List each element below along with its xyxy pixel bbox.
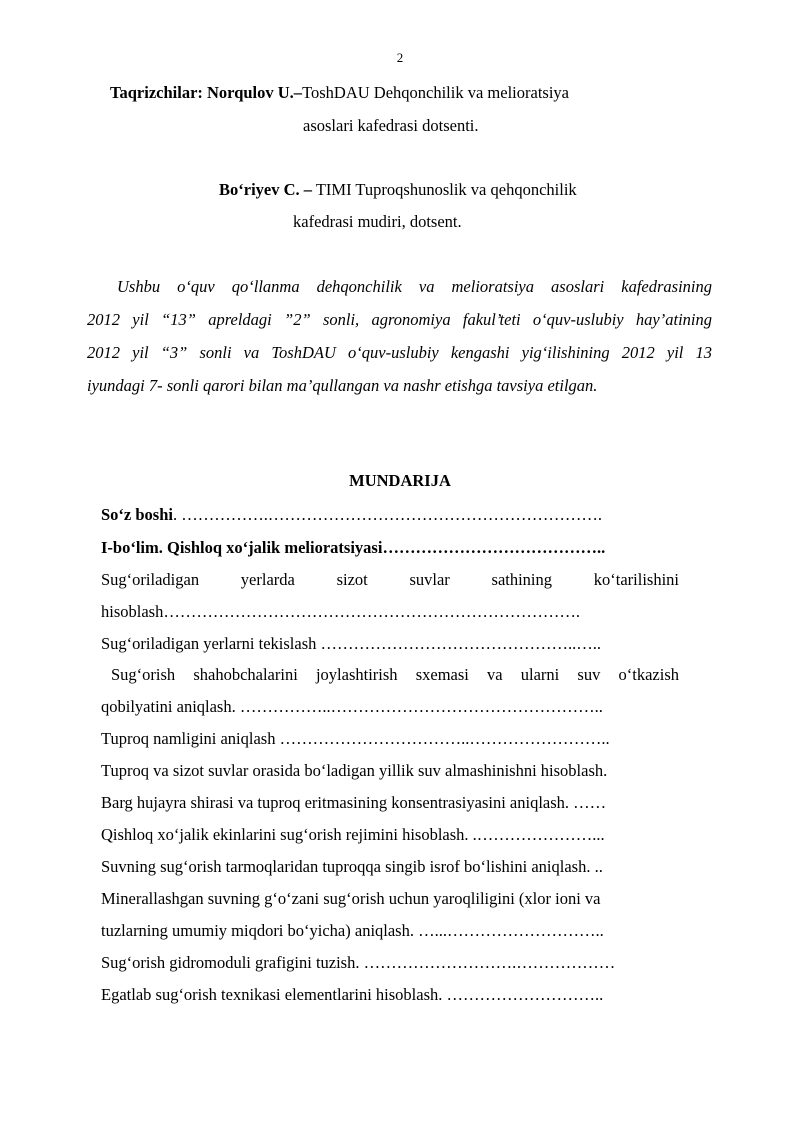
page-number: 2 (396, 50, 404, 65)
reviewer-1-name: Taqrizchilar: Norqulov U.– (110, 83, 303, 102)
toc-foreword[interactable] (101, 505, 602, 525)
toc-item-7[interactable]: Qishloq xo‘jalik ekinlarini sug‘orish rejimini hisoblash. .…………………... (101, 825, 605, 844)
toc-item-3-line-2[interactable]: qobilyatini aniqlash. ……………..………………………………………….. (101, 697, 603, 716)
toc-item-11[interactable]: Egatlab sug‘orish texnikasi elementlarini hisoblash. ……………………….. (101, 985, 604, 1004)
toc-item-9-line-1[interactable]: Minerallashgan suvning g‘o‘zani sug‘orish uchun yaroqliligini (xlor ioni va (101, 889, 601, 908)
toc-foreword-title: So‘z boshi (101, 505, 173, 524)
approval-line-3: 2012 yil “3” sonli va ToshDAU o‘quv-uslubiy kengashi yig‘ilishining 2012 yil 13 (87, 343, 712, 362)
approval-line-4: iyundagi 7- sonli qarori bilan ma’qullangan va nashr etishga tavsiya etilgan. (87, 376, 598, 395)
reviewer-1-position: asoslari kafedrasi dotsenti. (303, 116, 479, 135)
reviewer-2 (219, 180, 577, 200)
toc-part-1-title: I-bo‘lim. Qishloq xo‘jalik melioratsiyasi (101, 538, 383, 557)
reviewer-1-affiliation: ToshDAU Dehqonchilik va melioratsiya (302, 83, 569, 102)
reviewer-2-affiliation: TIMI Tuproqshunoslik va qehqonchilik (312, 180, 577, 199)
reviewer-2-name: Bo‘riyev C. – (219, 180, 313, 199)
toc-item-4[interactable]: Tuproq namligini aniqlash ……………………………..…………………….. (101, 729, 610, 748)
toc-item-9-line-2[interactable]: tuzlarning umumiy miqdori bo‘yicha) aniqlash. …...……………………….. (101, 921, 604, 940)
toc-item-5[interactable]: Tuproq va sizot suvlar orasida bo‘ladigan yillik suv almashinishni hisoblash. (101, 761, 608, 780)
toc-item-6[interactable]: Barg hujayra shirasi va tuproq eritmasining konsentrasiyasini aniqlash. …… (101, 793, 607, 812)
reviewer-1 (110, 83, 569, 103)
approval-line-1: Ushbu o‘quv qo‘llanma dehqonchilik va melioratsiya asoslari kafedrasining (117, 277, 712, 296)
reviewer-2-position: kafedrasi mudiri, dotsent. (293, 212, 462, 231)
toc-leader-dots: . …………….……………………………………………………. (172, 505, 602, 524)
toc-item-1-line-2[interactable]: hisoblash…………………………………………………………………. (101, 602, 580, 621)
toc-leader-dots: ………………………………….. (382, 538, 606, 557)
toc-item-3-line-1[interactable]: Sug‘orish shahobchalarini joylashtirish sxemasi va ularni suv o‘tkazish (111, 665, 679, 684)
approval-line-2: 2012 yil “13” apreldagi ”2” sonli, agronomiya fakul’teti o‘quv-uslubiy hay’atining (87, 310, 712, 329)
toc-item-8[interactable]: Suvning sug‘orish tarmoqlaridan tuproqqa singib isrof bo‘lishini aniqlash. .. (101, 857, 603, 876)
toc-item-10[interactable]: Sug‘orish gidromoduli grafigini tuzish. ……………………….……………… (101, 953, 616, 972)
toc-item-2[interactable]: Sug‘oriladigan yerlarni tekislash ………………………………………..….. (101, 634, 601, 653)
toc-part-1[interactable] (101, 538, 605, 558)
toc-item-1-line-1[interactable]: Sug‘oriladigan yerlarda sizot suvlar sathining ko‘tarilishini (101, 570, 679, 589)
toc-heading: MUNDARIJA (349, 471, 451, 490)
